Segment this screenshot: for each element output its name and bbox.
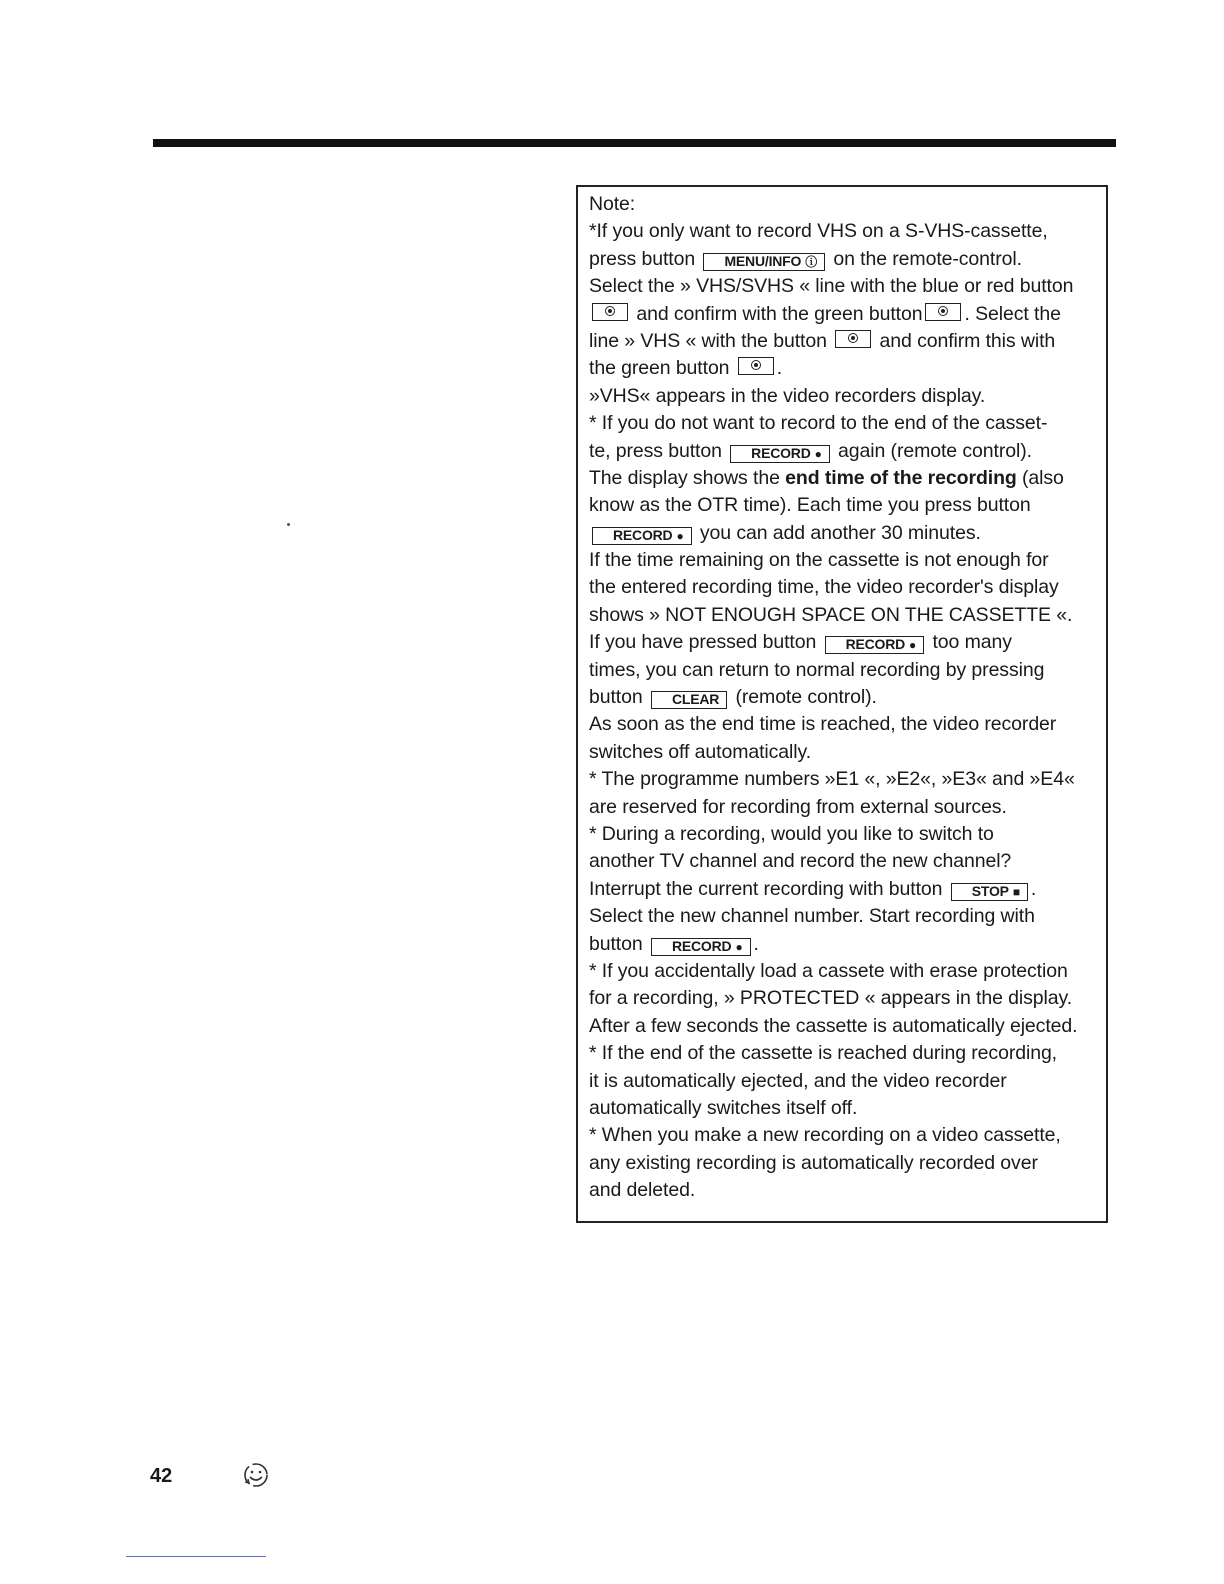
note-text: again (remote control). xyxy=(838,439,1032,462)
note-line: and deleted. xyxy=(589,1179,696,1202)
note-text: The display shows the xyxy=(589,466,780,489)
footer-link-rule xyxy=(126,1556,266,1557)
note-line xyxy=(589,246,1106,273)
note-line xyxy=(589,876,1106,903)
record-button-label xyxy=(730,445,830,463)
note-line: another TV channel and record the new channel? xyxy=(589,850,1012,873)
note-line: shows » NOT ENOUGH SPACE ON THE CASSETTE «. xyxy=(589,603,1073,626)
note-line: * The programme numbers »E1 «, »E2«, »E3« and »E4« xyxy=(589,768,1075,791)
note-text: and confirm with the green button xyxy=(636,302,923,325)
note-line: for a recording, » PROTECTED « appears in the display. xyxy=(589,987,1073,1010)
note-text: you can add another 30 minutes. xyxy=(699,521,981,544)
note-text: too many xyxy=(932,631,1012,654)
note-text: If you have pressed button xyxy=(589,631,817,654)
record-dot-icon: ● xyxy=(735,939,743,954)
header-rule xyxy=(153,139,1116,147)
note-text: line » VHS « with the button xyxy=(589,329,827,352)
note-line: know as the OTR time). Each time you press button xyxy=(589,494,1031,517)
note-text: button xyxy=(589,932,643,955)
note-line: the entered recording time, the video recorder's display xyxy=(589,576,1059,599)
note-line: As soon as the end time is reached, the video recorder xyxy=(589,713,1057,736)
ok-button-icon xyxy=(835,330,871,348)
note-line: * If you accidentally load a cassete with erase protection xyxy=(589,959,1068,982)
button-text: RECORD xyxy=(671,937,732,954)
note-line xyxy=(589,465,1106,492)
note-text: and confirm this with xyxy=(879,329,1056,352)
clear-button-label xyxy=(651,691,727,709)
note-line: * If you do not want to record to the end of the casset- xyxy=(589,412,1048,435)
button-text: RECORD xyxy=(751,444,811,461)
stop-button-label xyxy=(951,883,1028,901)
stop-square-icon: ■ xyxy=(1012,884,1020,899)
note-text: button xyxy=(589,686,643,709)
scan-speck xyxy=(287,523,290,526)
record-button-label xyxy=(825,636,925,654)
record-dot-icon: ● xyxy=(909,638,917,653)
ok-button-icon xyxy=(592,303,628,321)
note-line xyxy=(589,438,1106,465)
note-text: (also xyxy=(1022,466,1064,489)
note-line xyxy=(589,355,1106,382)
recycle-icon xyxy=(241,1460,271,1490)
button-text: MENU/INFO xyxy=(724,252,802,269)
note-line xyxy=(589,684,1106,711)
note-heading: Note: xyxy=(589,193,636,215)
note-emphasis: end time of the recording xyxy=(785,466,1017,489)
note-line xyxy=(589,520,1106,547)
ok-button-icon xyxy=(738,357,774,375)
note-line: * If the end of the cassette is reached during recording, xyxy=(589,1042,1058,1065)
note-line: If the time remaining on the cassette is not enough for xyxy=(589,549,1049,572)
note-line: After a few seconds the cassette is automatically ejected. xyxy=(589,1014,1078,1037)
note-line: switches off automatically. xyxy=(589,740,812,763)
note-text: . Select the xyxy=(964,302,1061,325)
note-text: Interrupt the current recording with button xyxy=(589,877,943,900)
note-box xyxy=(576,185,1108,1223)
note-line: * During a recording, would you like to switch to xyxy=(589,822,994,845)
record-button-label xyxy=(651,938,751,956)
note-line: Select the new channel number. Start recording with xyxy=(589,905,1035,928)
note-line xyxy=(589,629,1106,656)
note-text: te, press button xyxy=(589,439,722,462)
note-line: »VHS« appears in the video recorders display. xyxy=(589,384,986,407)
note-text: (remote control). xyxy=(735,686,877,709)
record-dot-icon: ● xyxy=(676,528,684,543)
note-line xyxy=(589,301,1106,328)
menu-info-button-label xyxy=(703,253,825,271)
note-line: automatically switches itself off. xyxy=(589,1096,858,1119)
button-text: RECORD xyxy=(613,526,673,543)
info-icon: ⓘ xyxy=(805,254,818,269)
ok-button-icon xyxy=(925,303,961,321)
record-dot-icon: ● xyxy=(814,446,822,461)
record-button-label xyxy=(592,527,692,545)
note-line: *If you only want to record VHS on a S-VHS-cassette, xyxy=(589,220,1048,243)
note-text: press button xyxy=(589,247,696,270)
note-text: on the remote-control. xyxy=(833,247,1022,270)
note-line xyxy=(589,328,1106,355)
note-line: times, you can return to normal recording by pressing xyxy=(589,658,1045,681)
note-text: the green button xyxy=(589,357,730,380)
note-line: it is automatically ejected, and the video recorder xyxy=(589,1069,1007,1092)
note-line: any existing recording is automatically recorded over xyxy=(589,1151,1038,1174)
button-text: RECORD xyxy=(845,636,906,653)
button-text: CLEAR xyxy=(671,691,720,708)
button-text: STOP xyxy=(971,882,1009,899)
note-line: Select the » VHS/SVHS « line with the blue or red button xyxy=(589,275,1074,298)
note-line: * When you make a new recording on a video cassette, xyxy=(589,1124,1061,1147)
note-text: . xyxy=(1030,877,1037,900)
note-text: . xyxy=(753,932,759,955)
note-line: are reserved for recording from external sources. xyxy=(589,795,1007,818)
page-number: 42 xyxy=(150,1465,173,1487)
note-line xyxy=(589,931,1106,958)
note-text: . xyxy=(776,357,783,380)
